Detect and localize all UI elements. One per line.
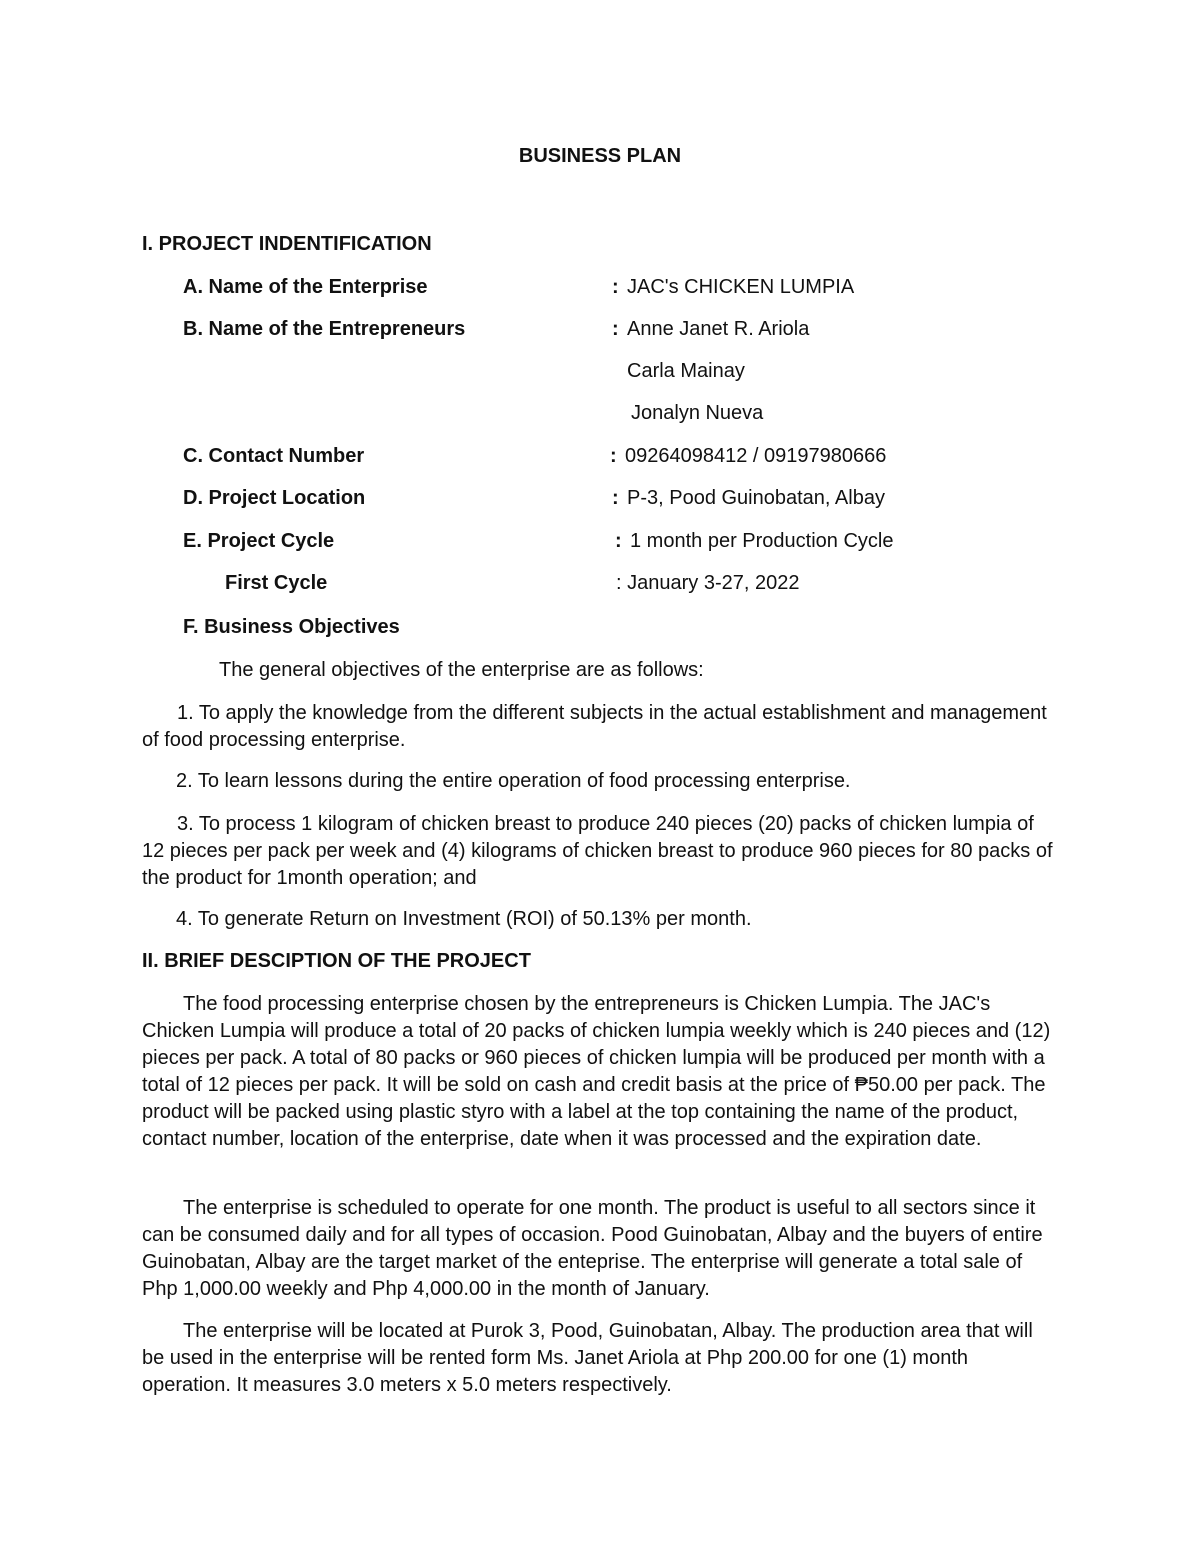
objectives-heading: F. Business Objectives [183, 616, 400, 638]
description-paragraph-1: The food processing enterprise chosen by the entrepreneurs is Chicken Lumpia. The JAC's Chicken Lumpia will produce a total of 20 packs of chicken lumpia weekly which is 240 pieces and (12) pieces per pack. A total of 80 packs or 960 pieces of chicken lumpia will be produced per month with a total of 12 pieces per pack. It will be sold on cash and credit basis at the price of ₱50.00 per pack. The product will be packed using plastic styro with a label at the top containing the name of the product, contact number, location of the enterprise, date when it was processed and the expiration date. [142, 993, 1051, 1150]
contact-colon: : [610, 445, 617, 467]
entrepreneurs-label: B. Name of the Entrepreneurs [183, 318, 466, 340]
location-label: D. Project Location [183, 487, 366, 509]
entrepreneurs-colon: : [612, 318, 619, 340]
objective-item-4: 4. To generate Return on Investment (ROI) of 50.13% per month. [176, 908, 752, 930]
cycle-value: 1 month per Production Cycle [630, 530, 894, 552]
description-paragraph-3: The enterprise will be located at Purok 3, Pood, Guinobatan, Albay. The production area that will be used in the enterprise will be rented form Ms. Janet Ariola at Php 200.00 for one (1) month operation. It measures 3.0 meters x 5.0 meters respectively. [142, 1320, 1033, 1396]
cycle-colon: : [615, 530, 622, 552]
document-title: BUSINESS PLAN [518, 145, 682, 167]
objective-item-2: 2. To learn lessons during the entire operation of food processing enterprise. [176, 770, 851, 792]
cycle-label: E. Project Cycle [183, 530, 335, 552]
enterprise-colon: : [612, 276, 619, 298]
first-cycle-label: First Cycle [225, 572, 328, 594]
location-colon: : [612, 487, 619, 509]
entrepreneur-name-3: Jonalyn Nueva [631, 402, 764, 424]
contact-label: C. Contact Number [183, 445, 365, 467]
section-2-heading: II. BRIEF DESCIPTION OF THE PROJECT [142, 950, 531, 972]
section-1-heading: I. PROJECT INDENTIFICATION [142, 233, 432, 255]
enterprise-label: A. Name of the Enterprise [183, 276, 428, 298]
location-value: P-3, Pood Guinobatan, Albay [627, 487, 885, 509]
objective-item-3: 3. To process 1 kilogram of chicken breast to produce 240 pieces (20) packs of chicken lumpia of 12 pieces per pack per week and (4) kilograms of chicken breast to produce 960 pieces for 80 packs of the product for 1month operation; and [142, 813, 1053, 889]
objective-item-1: 1. To apply the knowledge from the different subjects in the actual establishment and management of food processing enterprise. [142, 702, 1047, 751]
first-cycle-value: : January 3-27, 2022 [616, 572, 800, 594]
entrepreneur-name-2: Carla Mainay [627, 360, 745, 382]
objectives-intro: The general objectives of the enterprise are as follows: [219, 659, 704, 681]
contact-value: 09264098412 / 09197980666 [625, 445, 887, 467]
description-paragraph-2: The enterprise is scheduled to operate for one month. The product is useful to all sectors since it can be consumed daily and for all types of occasion. Pood Guinobatan, Albay and the buyers of entire Guinobatan, Albay are the target market of the enteprise. The enterprise will generate a total sale of Php 1,000.00 weekly and Php 4,000.00 in the month of January. [142, 1197, 1043, 1300]
enterprise-value: JAC's CHICKEN LUMPIA [627, 276, 855, 298]
entrepreneur-name-1: Anne Janet R. Ariola [627, 318, 810, 340]
